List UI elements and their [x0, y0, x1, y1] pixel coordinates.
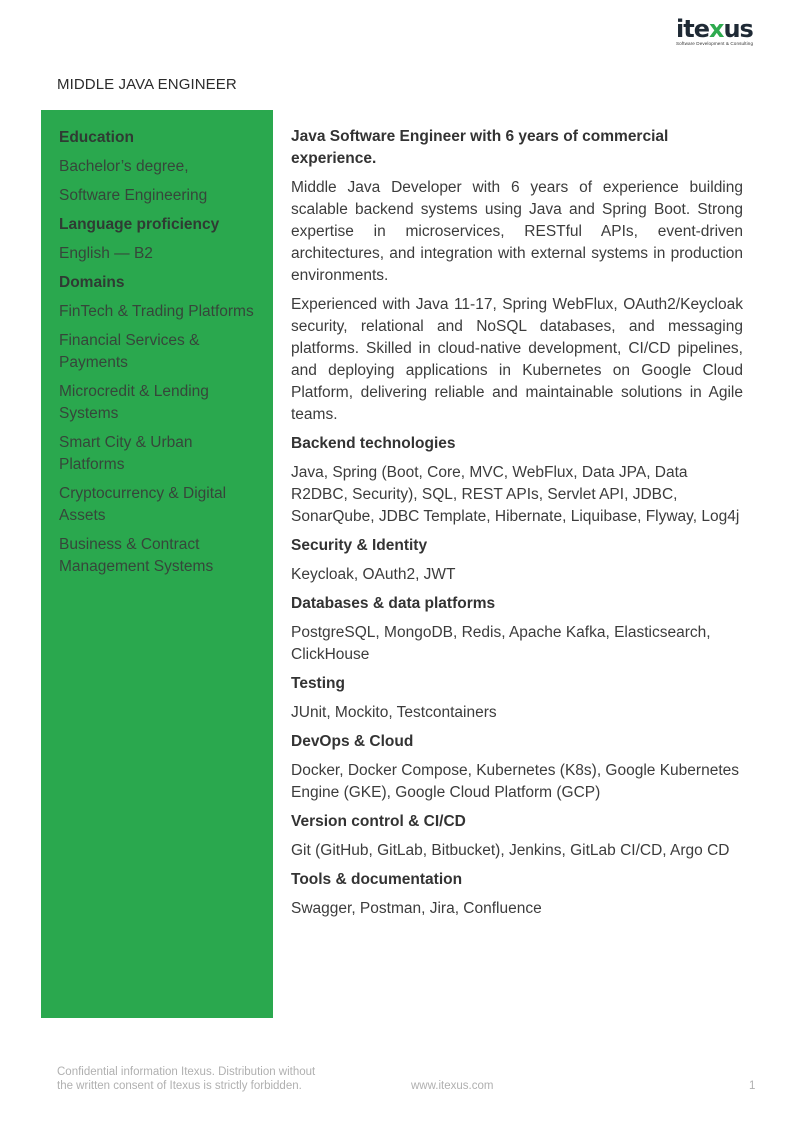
- main-content: [291, 126, 743, 927]
- company-logo: [676, 17, 758, 49]
- skill-text: JUnit, Mockito, Testcontainers: [291, 704, 497, 721]
- domain-item: Financial Services & Payments: [59, 332, 200, 371]
- domain-item: Business & Contract Management Systems: [59, 536, 214, 575]
- skill-heading: DevOps & Cloud: [291, 733, 414, 750]
- education-heading: Education: [59, 129, 134, 146]
- skill-text: PostgreSQL, MongoDB, Redis, Apache Kafka, Elasticsearch, ClickHouse: [291, 624, 711, 663]
- logo-text-prefix: ite: [676, 15, 709, 43]
- language-heading: Language proficiency: [59, 216, 220, 233]
- confidentiality-notice: [57, 1065, 315, 1093]
- education-line: Bachelor’s degree,: [59, 158, 189, 175]
- logo-text-suffix: us: [723, 15, 753, 43]
- skill-heading: Databases & data platforms: [291, 595, 496, 612]
- page-number: 1: [749, 1080, 756, 1092]
- education-line: Software Engineering: [59, 187, 208, 204]
- skill-heading: Backend technologies: [291, 435, 456, 452]
- logo-text-accent: x: [708, 15, 724, 43]
- skill-text: Git (GitHub, GitLab, Bitbucket), Jenkins, GitLab CI/CD, Argo CD: [291, 842, 730, 859]
- logo-wordmark: [676, 17, 758, 41]
- website-link[interactable]: www.itexus.com: [411, 1080, 494, 1092]
- domain-item: Smart City & Urban Platforms: [59, 434, 193, 473]
- language-line: English — B2: [59, 245, 153, 262]
- confidentiality-line: Confidential information Itexus. Distribution without: [57, 1066, 316, 1078]
- sidebar: [41, 110, 273, 1018]
- domain-item: Microcredit & Lending Systems: [59, 383, 209, 422]
- confidentiality-line: the written consent of Itexus is strictly forbidden.: [57, 1080, 302, 1092]
- skill-heading: Testing: [291, 675, 345, 692]
- skill-text: Swagger, Postman, Jira, Confluence: [291, 900, 542, 917]
- summary-paragraph: Middle Java Developer with 6 years of experience building scalable backend systems using Java and Spring Boot. Strong expertise in microservices, RESTful APIs, event-driven architectures, and integration with external systems in production environments.: [291, 179, 743, 284]
- domain-item: Cryptocurrency & Digital Assets: [59, 485, 227, 524]
- skill-heading: Version control & CI/CD: [291, 813, 466, 830]
- summary-paragraph: Experienced with Java 11-17, Spring WebFlux, OAuth2/Keycloak security, relational and NoSQL databases, and messaging platforms. Skilled in cloud-native development, CI/CD pipelines, and deploying applications in Kubernetes on Google Cloud Platform, delivering reliable and maintainable solutions in Agile teams.: [291, 296, 743, 423]
- role-title: MIDDLE JAVA ENGINEER: [57, 76, 237, 93]
- skill-heading: Security & Identity: [291, 537, 428, 554]
- domains-heading: Domains: [59, 274, 125, 291]
- skill-text: Keycloak, OAuth2, JWT: [291, 566, 456, 583]
- skill-heading: Tools & documentation: [291, 871, 463, 888]
- skill-text: Docker, Docker Compose, Kubernetes (K8s), Google Kubernetes Engine (GKE), Google Cloud Platform (GCP): [291, 762, 740, 801]
- skill-text: Java, Spring (Boot, Core, MVC, WebFlux, Data JPA, Data R2DBC, Security), SQL, REST APIs, Servlet API, JDBC, SonarQube, JDBC Template, Hibernate, Liquibase, Flyway, Log4j: [291, 464, 740, 525]
- headline: Java Software Engineer with 6 years of commercial experience.: [291, 128, 669, 167]
- domain-item: FinTech & Trading Platforms: [59, 303, 254, 320]
- logo-tagline: Software Development & Consulting: [676, 41, 754, 46]
